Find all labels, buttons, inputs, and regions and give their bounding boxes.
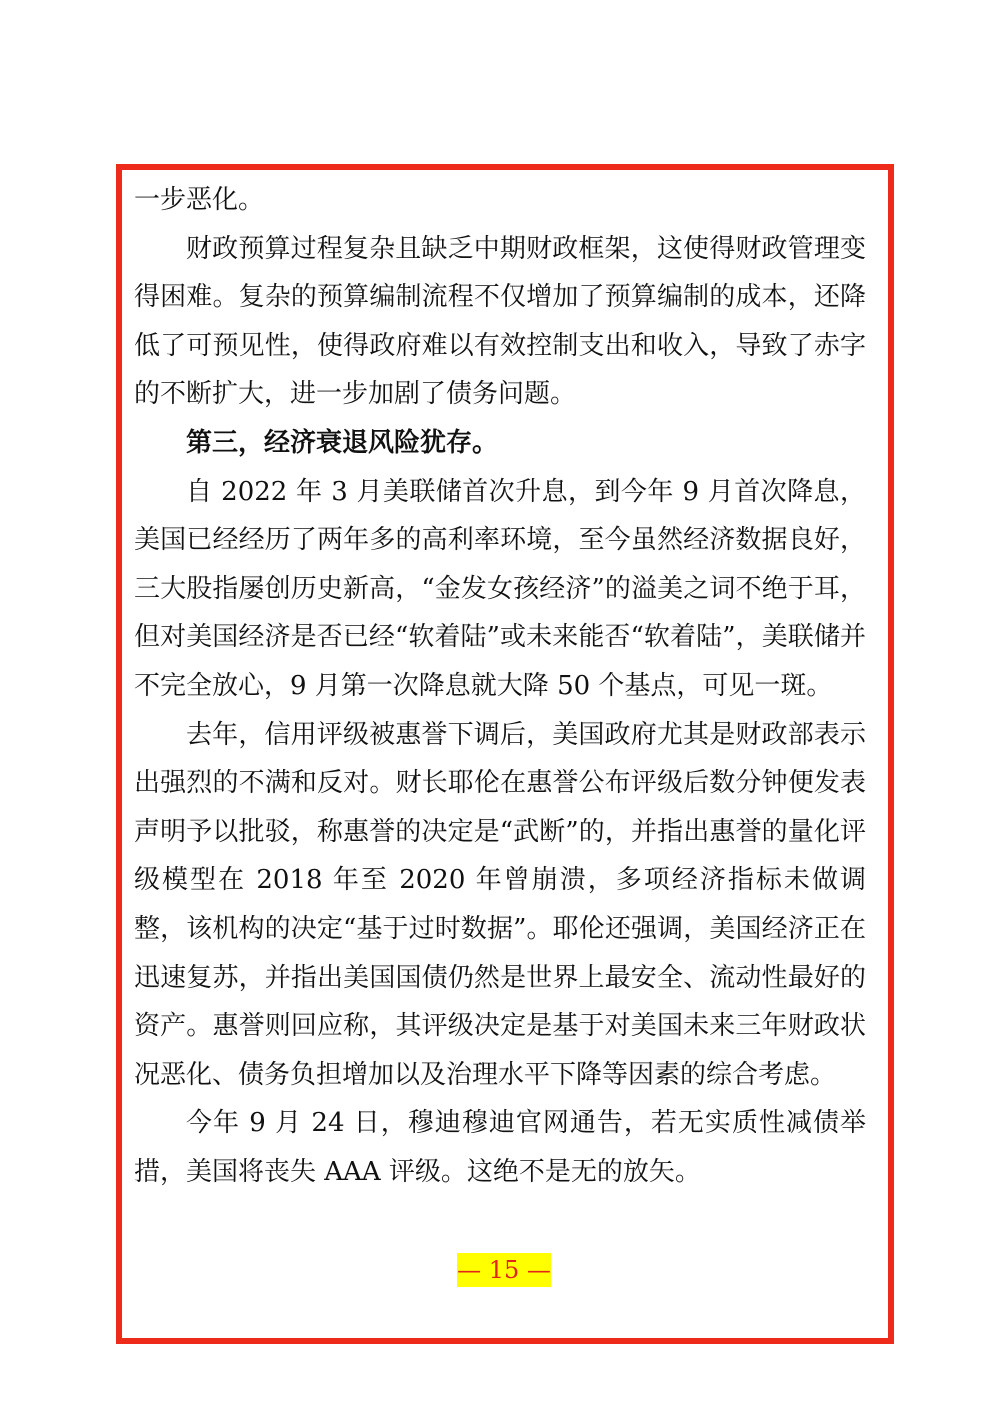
paragraph-3: 自 2022 年 3 月美联储首次升息，到今年 9 月首次降息，美国已经经历了两年多的高利率环境，至今虽然经济数据良好，三大股指屡创历史新高，“金发女孩经济”的溢美之词不绝于耳，但对美国经济是否已经“软着陆”或未来能否“软着陆”，美联储并不完全放心，9 月第一次降息就大降 50 个基点，可见一斑。	[134, 476, 866, 701]
section-heading: 第三，经济衰退风险犹存。	[186, 427, 499, 458]
document-body	[134, 176, 866, 1196]
paragraph-2: 财政预算过程复杂且缺乏中期财政框架，这使得财政管理变得困难。复杂的预算编制流程不仅增加了预算编制的成本，还降低了可预见性，使得政府难以有效控制支出和收入，导致了赤字的不断扩大，进一步加剧了债务问题。	[134, 233, 866, 410]
paragraph-5: 今年 9 月 24 日，穆迪穆迪官网通告，若无实质性减债举措，美国将丧失 AAA 评级。这绝不是无的放矢。	[134, 1108, 866, 1187]
paragraph-4: 去年，信用评级被惠誉下调后，美国政府尤其是财政部表示出强烈的不满和反对。财长耶伦在惠誉公布评级后数分钟便发表声明予以批驳，称惠誉的决定是“武断”的，并指出惠誉的量化评级模型在 2018 年至 2020 年曾崩溃，多项经济指标未做调整，该机构的决定“基于过时数据”。耶伦还强调，美国经济正在迅速复苏，并指出美国国债仍然是世界上最安全、流动性最好的资产。惠誉则回应称，其评级决定是基于对美国未来三年财政状况恶化、债务负担增加以及治理水平下降等因素的综合考虑。	[134, 719, 866, 1090]
paragraph-1: 一步恶化。	[134, 185, 265, 215]
page-number: — 15 —	[457, 1253, 551, 1287]
